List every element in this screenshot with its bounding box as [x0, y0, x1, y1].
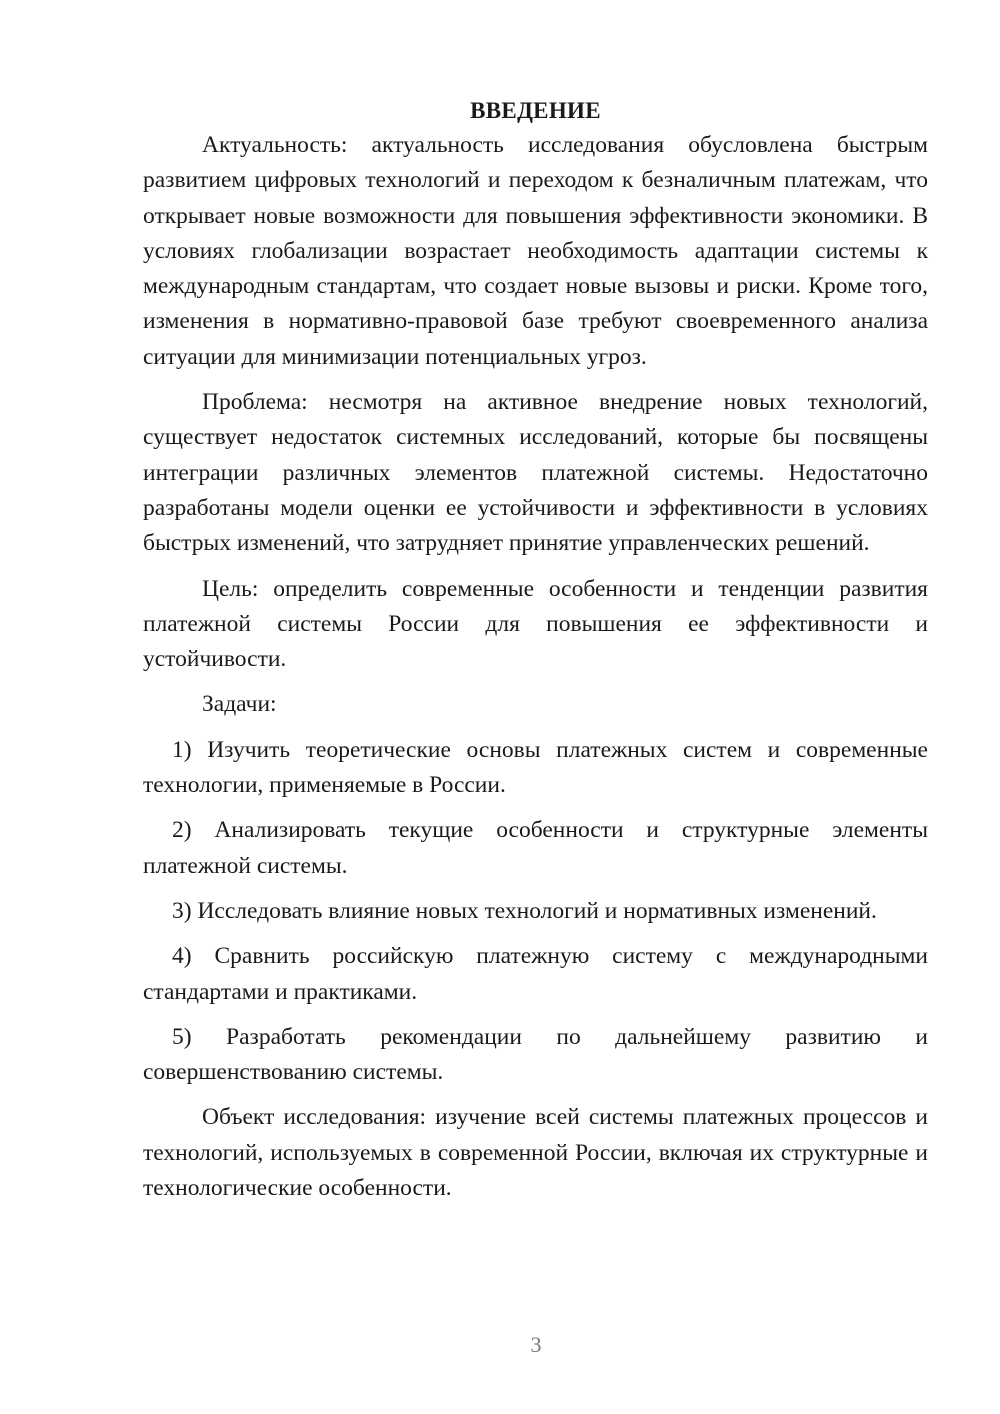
task-item-1: 1) Изучить теоретические основы платежных систем и современные технологии, применяемые в России. [143, 736, 928, 799]
paragraph-object: Объект исследования: изучение всей системы платежных процессов и технологий, используемых в современной России, включая их структурные и технологические особенности. [143, 1104, 928, 1202]
paragraph-relevance: Актуальность: актуальность исследования обусловлена быстрым развитием цифровых технологий и переходом к безналичным платежам, что открывает новые возможности для повышения эффективности экономики. В условиях глобализации возрастает необходимость адаптации системы к международным стандартам, что создает новые вызовы и риски. Кроме того, изменения в нормативно-правовой базе требуют своевременного анализа ситуации для минимизации потенциальных угроз. [143, 132, 928, 370]
document-page [143, 96, 928, 1206]
task-item-5: 5) Разработать рекомендации по дальнейшему развитию и совершенствованию системы. [143, 1023, 928, 1086]
paragraph-problem: Проблема: несмотря на активное внедрение новых технологий, существует недостаток системных исследований, которые бы посвящены интеграции различных элементов платежной системы. Недостаточно разработаны модели оценки ее устойчивости и эффективности в условиях быстрых изменений, что затрудняет принятие управленческих решений. [143, 389, 928, 557]
task-item-2: 2) Анализировать текущие особенности и структурные элементы платежной системы. [143, 817, 928, 879]
task-item-4: 4) Сравнить российскую платежную систему с международными стандартами и практиками. [143, 943, 928, 1005]
task-item-3: 3) Исследовать влияние новых технологий и нормативных изменений. [172, 897, 877, 924]
page-title: ВВЕДЕНИЕ [470, 98, 601, 123]
page-number: 3 [530, 1332, 542, 1357]
paragraph-goal: Цель: определить современные особенности и тенденции развития платежной системы России для повышения ее эффективности и устойчивости. [143, 575, 928, 673]
tasks-heading: Задачи: [202, 691, 277, 718]
